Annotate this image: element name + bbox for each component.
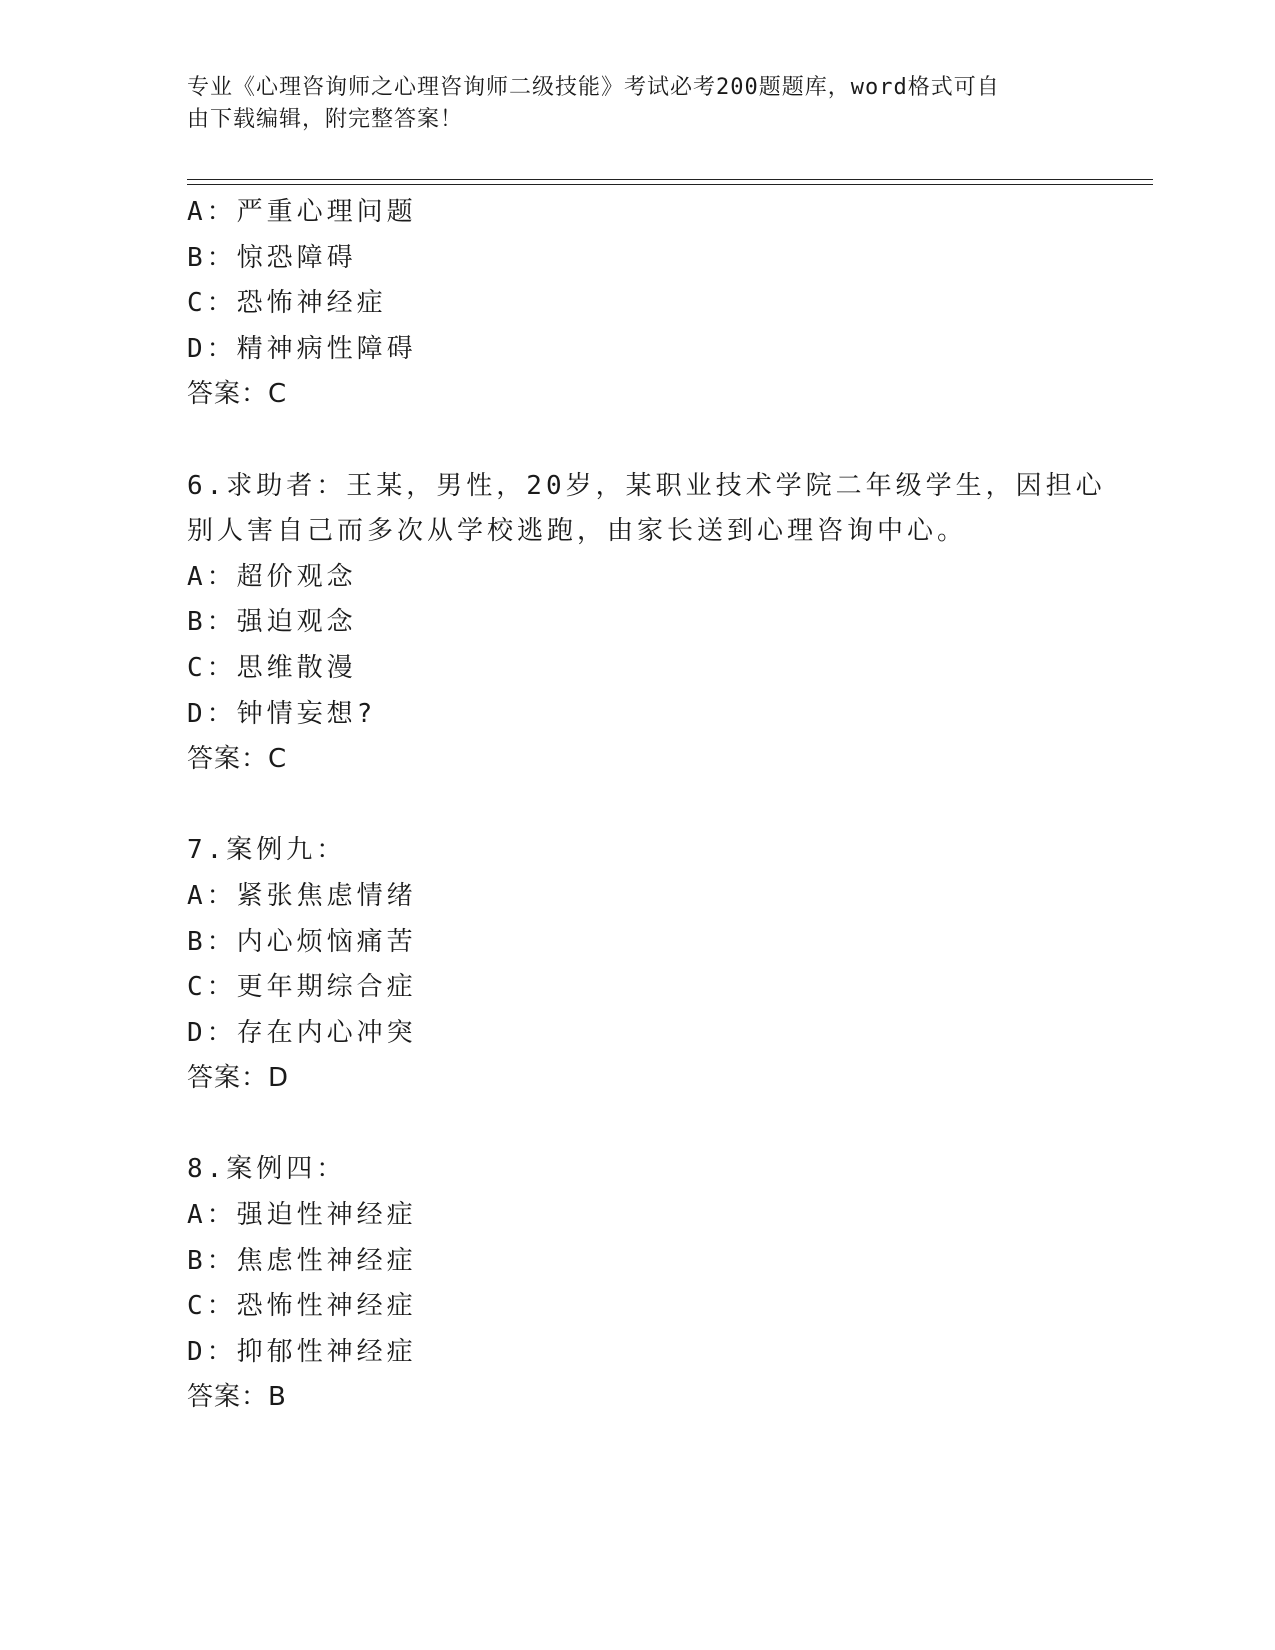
header-divider-top <box>187 179 1153 180</box>
question-stem-line-1: 7.案例九： <box>187 835 347 866</box>
option-d: D：精神病性障碍 <box>187 333 417 364</box>
question-stem-line-1: 6.求助者：王某，男性，20岁，某职业技术学院二年级学生，因担心 <box>187 470 1106 501</box>
option-b: B：惊恐障碍 <box>187 242 357 273</box>
answer: 答案：C <box>187 744 288 775</box>
spacer <box>187 783 1087 829</box>
question-8 <box>187 1147 1087 1421</box>
question-5 <box>187 190 1087 418</box>
option-b: B：强迫观念 <box>187 607 357 638</box>
question-stem-line-1: 8.案例四： <box>187 1154 347 1185</box>
header-line-2: 由下载编辑，附完整答案！ <box>187 107 464 132</box>
option-a: A：强迫性神经症 <box>187 1200 417 1231</box>
option-c: C：恐怖性神经症 <box>187 1291 417 1322</box>
spacer <box>187 418 1087 464</box>
answer: 答案：D <box>187 1063 290 1094</box>
question-6 <box>187 464 1106 783</box>
option-d: D：钟情妄想? <box>187 698 377 729</box>
option-b: B：内心烦恼痛苦 <box>187 926 417 957</box>
answer: 答案：C <box>187 379 288 410</box>
option-c: C：更年期综合症 <box>187 972 417 1003</box>
option-c: C：思维散漫 <box>187 652 357 683</box>
question-list <box>187 190 1106 1421</box>
question-7 <box>187 828 1087 1102</box>
header-divider-bottom <box>187 184 1153 185</box>
header-line-1: 专业《心理咨询师之心理咨询师二级技能》考试必考200题题库，word格式可自 <box>187 75 1000 100</box>
option-a: A：紧张焦虑情绪 <box>187 880 417 911</box>
option-b: B：焦虑性神经症 <box>187 1245 417 1276</box>
answer: 答案：B <box>187 1382 287 1413</box>
option-d: D：存在内心冲突 <box>187 1017 417 1048</box>
option-d: D：抑郁性神经症 <box>187 1336 417 1367</box>
spacer <box>187 1102 1087 1148</box>
option-a: A：超价观念 <box>187 561 357 592</box>
document-header <box>187 72 1067 136</box>
question-stem-line-2: 别人害自己而多次从学校逃跑，由家长送到心理咨询中心。 <box>187 516 968 547</box>
option-a: A：严重心理问题 <box>187 197 417 227</box>
option-c: C：恐怖神经症 <box>187 288 387 319</box>
